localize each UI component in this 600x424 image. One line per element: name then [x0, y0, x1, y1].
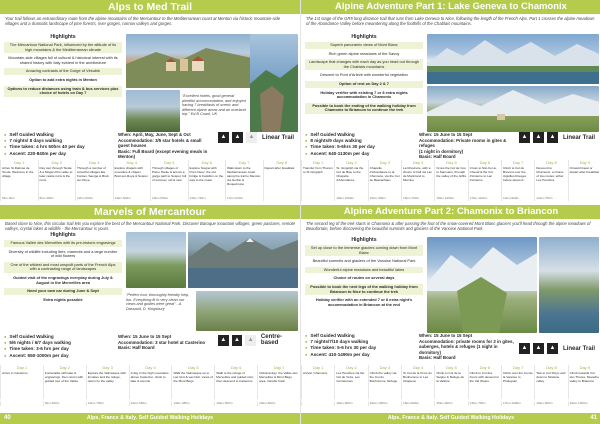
day-desc: Through a number of colourful villages like Fontan, Saorge & Breil-sur-Roya	[75, 166, 113, 196]
day-label: Day 6	[468, 365, 501, 371]
day-desc: Climb towards Col des Thures, Névache valley to Briancon	[568, 371, 600, 399]
day-label: Day 3	[368, 365, 401, 371]
section-marvels-of-mercantour	[0, 205, 300, 411]
day-desc: Chapelle d'Abondance to la Chèvrerie, via the Col de Bassachaux	[368, 166, 401, 196]
section-title: Alpine Adventure Part 1: Lake Geneva to Chamonix	[301, 0, 600, 14]
day-desc: Descend to Chamonix, a choice of two routes: either Les Houches	[534, 166, 567, 196]
day-label: Day 4	[129, 365, 172, 371]
grade-icon: ▲	[519, 132, 530, 143]
day-meta: 16km,1000m	[568, 401, 600, 406]
section-title: Marvels of Mercantour	[0, 205, 300, 219]
section-alps-to-med	[0, 0, 300, 203]
itinerary-meta	[301, 401, 600, 406]
day-meta	[301, 401, 334, 406]
section-title: Alpine Adventure Part 2: Chamonix to Briancon	[301, 205, 600, 219]
fact-item: ● Time taken: 5-6hrs 30 per day	[305, 144, 417, 150]
day-meta: 13km,740m	[188, 196, 226, 201]
itinerary-descriptions	[301, 166, 600, 196]
itinerary-descriptions	[0, 166, 300, 196]
section-intro: The second leg of the trek starts in Chamonix & after passing the foot of the snow-covered Mont Blanc glaciers you'll head through the alpine meadows of Beaufortain, before discovering the beautiful summits and glaciers of the Vanoise National Park.	[306, 221, 591, 232]
day-label: Day 6	[188, 160, 226, 166]
day-desc: Taxi to Col Pelyo and down to Modane valley	[534, 371, 567, 399]
day-label: Day 3	[368, 160, 401, 166]
highlight-item: Option of rest on Day 2 & 7	[305, 81, 423, 88]
when-line: When: 15 June to 15 Sept	[419, 333, 473, 338]
when-line: Accommodation: private rooms for 2 in gites, auberges, hotels & refuges (1 night in dormitory)	[419, 338, 514, 355]
day-meta: 13km,700m	[468, 401, 501, 406]
trip-when	[419, 132, 514, 160]
day-desc: St. Gingolph via the Col de Bise to the Chapelle d'Abondance	[334, 166, 367, 196]
day-meta: 12km,750m	[534, 196, 567, 201]
highlight-item: Diversity of wildlife including ibex, marmots and a large number of wild flowers	[8, 248, 118, 259]
page-footer	[301, 413, 600, 424]
day-label: Day 7	[225, 160, 263, 166]
highlight-item: Rich green alpine meadows of the Savoy	[328, 50, 400, 56]
fact-item: ● Ascent: 220-840m per day	[4, 151, 116, 157]
day-desc: A day in the high mountains above Casterino, climb to lake & summit	[129, 371, 172, 399]
day-meta: 8km,400m	[38, 196, 76, 201]
day-desc: Through villages of Piene Haute & across a gorge path to Sospel, full of summer, old & new	[150, 166, 188, 196]
day-meta: 16km,500m	[214, 401, 257, 406]
day-label: Day 7	[501, 160, 534, 166]
coast-photo	[250, 34, 298, 132]
mountain-lake-photo	[539, 237, 599, 333]
grade-icon: ▲	[246, 132, 257, 143]
day-label: Day 1	[301, 160, 334, 166]
day-label: Day 8	[263, 160, 301, 166]
day-desc: Depart after breakfast	[263, 166, 301, 196]
day-meta: 17km,540m	[225, 196, 263, 201]
day-meta: 9km,400m	[43, 401, 86, 406]
day-meta: 16km,700m	[401, 196, 434, 201]
highlight-item: Need your own car during June & Sept	[4, 288, 122, 295]
fact-item: ● Self Guided Walking	[305, 333, 417, 339]
day-label: Day 3	[75, 160, 113, 166]
day-label: Day 5	[434, 160, 467, 166]
fact-item: ● Ascent: 410-1490m per day	[305, 352, 417, 358]
when-line: (1 night in dormitory)	[419, 148, 464, 154]
day-desc: Walk down to the Mediterranean coast along the trail to Menton, via Gorbio & Roquebrune	[225, 166, 263, 196]
trip-type-label: Linear Trail	[262, 134, 295, 141]
day-desc: Climb the valley via the Col du Bonhomme, Refuge	[368, 371, 401, 399]
trip-type	[519, 132, 599, 143]
hikers-photo	[196, 291, 298, 331]
day-meta: 12km,760m	[86, 401, 129, 406]
day-meta: 16km,800m	[257, 401, 300, 406]
day-label: Day 2	[334, 160, 367, 166]
day-meta: 16km,800m	[334, 401, 367, 406]
section-title: Alps to Med Trail	[0, 0, 300, 14]
fact-item: ● 7 nights/ 8 days walking	[4, 138, 116, 144]
village-photo	[126, 34, 252, 88]
highlights-box	[4, 34, 122, 99]
day-meta: 16km,900m	[534, 401, 567, 406]
when-line: Basis: Half Board	[419, 355, 456, 361]
alpine-meadow-photo	[427, 86, 599, 132]
trip-facts	[305, 333, 417, 358]
grade-icon: ▲	[232, 335, 243, 346]
day-meta: 16km,800m	[401, 401, 434, 406]
day-meta: 14km,600m	[113, 196, 151, 201]
day-label: Day 1	[0, 160, 38, 166]
grade-icon: ▲	[218, 335, 229, 346]
itinerary-descriptions	[301, 371, 600, 399]
day-meta: 12km,900m	[501, 196, 534, 201]
customer-quote: "Perfect tour, thoroughly friendly help, fun. Everything fit in very clean our views and guides were great" - A. Dassault, D. Kingsbury	[126, 293, 190, 311]
fact-item: ● Ascent: 550-1000m per day	[4, 353, 116, 359]
day-label: Day 1	[0, 365, 43, 371]
page-footer	[0, 413, 300, 424]
trip-facts	[4, 334, 116, 359]
section-intro: Based close to Nice, this circular trail lets you explore the best of the Mercantour National Park. Discover Baroque mountain villages, green pastures, remote valleys, crystal lakes & wildlife - the Mercantour is yours.	[5, 221, 296, 231]
page-number: 40	[4, 415, 11, 421]
day-meta	[568, 196, 600, 201]
when-line: Basis: Half Board	[118, 345, 155, 351]
highlight-item: Guided visit of the engravings everyday during July & August in the Merveilles area	[13, 274, 113, 285]
day-label: Day 6	[214, 365, 257, 371]
trip-when	[419, 333, 514, 361]
highlights-box	[4, 232, 122, 305]
day-desc: Cross the Col de Cou to Samoëns, through the valley of the Giffre	[434, 166, 467, 196]
fact-item: ● Self Guided Walking	[305, 132, 417, 138]
grade-icon: ▲	[533, 132, 544, 143]
section-alpine-adventure-part-2	[301, 205, 600, 411]
day-meta	[263, 196, 301, 201]
highlight-item: Holiday verifier with existing 7 or 8 extra nights accommodation in Chamonix	[320, 89, 408, 100]
highlight-item: One of the wildest and most unspoilt parts of the French Alps with a contrasting range of landscapes	[4, 262, 122, 273]
day-desc: Walk to the refuge of Merveilles and guided visit, then descend to Casterino	[214, 371, 257, 399]
day-meta: 13km,480m	[171, 401, 214, 406]
day-label: Day 7	[257, 365, 300, 371]
day-label: Day 2	[43, 365, 86, 371]
fact-item: ● 5/6 nights / 6/7 days walking	[4, 340, 116, 346]
when-line: Accommodation: 3/5 star hotels & small guest houses	[118, 137, 202, 149]
day-meta	[0, 401, 43, 406]
highlights-box	[305, 237, 423, 310]
highlights-heading: Highlights	[50, 232, 76, 238]
page-number: 41	[590, 415, 597, 421]
itinerary-descriptions	[0, 371, 300, 399]
day-meta: 17km,1100m	[468, 196, 501, 201]
grade-icon: ▲	[519, 343, 530, 354]
fact-item: ● Time taken: 3-6 hrs per day	[4, 346, 116, 352]
highlight-item: Choice of routes on several days	[333, 275, 395, 281]
day-label: Day 4	[113, 160, 151, 166]
day-desc: Optional day: the Vallée des Merveilles & Mont Bégo area, transfer back	[257, 371, 300, 399]
day-label: Day 2	[334, 365, 367, 371]
highlight-item: Set up close to the immense glaciers coming down from Mont Blanc	[305, 245, 423, 256]
day-meta: 18km,1000m	[434, 196, 467, 201]
day-desc: Climb to Col de la Seigne & Refuge de la Valloire	[434, 371, 467, 399]
highlight-item: Extra nights possible	[43, 296, 83, 302]
highlight-item: Option to add extra nights in Menton	[29, 76, 97, 82]
itinerary-meta	[0, 196, 300, 201]
day-label: Day 7	[501, 365, 534, 371]
right-page	[300, 0, 600, 424]
day-meta: 12km,660m	[129, 401, 172, 406]
highlight-item: Wonderful alpine meadows and beautiful lakes	[305, 267, 423, 274]
day-desc: Onward travel or depart after breakfast	[568, 166, 600, 196]
trip-when	[118, 334, 213, 351]
day-label: Day 9	[568, 160, 600, 166]
grade-icon: ▲	[245, 335, 256, 346]
day-meta	[301, 196, 334, 201]
when-line: When: April, May, June, Sept & Oct	[118, 132, 191, 137]
day-label: Day 4	[401, 160, 434, 166]
trip-when	[118, 132, 213, 160]
fact-item: ● Self Guided Walking	[4, 334, 116, 340]
day-desc: Explore Sospel with Pont-Vieux, the old bridge & Castillon on the way to the coast	[188, 166, 226, 196]
trip-type-label: Centre-based	[260, 334, 282, 346]
valley-photo	[126, 90, 180, 132]
day-meta: 17km,1000m	[501, 401, 534, 406]
highlight-item: Landscape that changes with each day as you head out through the Chablais mountains	[305, 59, 423, 70]
day-label: Day 9	[568, 365, 600, 371]
day-label: Day 4	[401, 365, 434, 371]
day-desc: Day tour through Tende & a Mogan Prov alike to later castle ruins & the ruins	[38, 166, 76, 196]
fact-item: ● Ascent: 640-1130m per day	[305, 151, 417, 157]
fact-item: ● Time taken: 4 hrs 50hrs 40 per day	[4, 144, 116, 150]
grade-icon: ▲	[533, 343, 544, 354]
trip-type	[218, 132, 298, 143]
day-meta: 12km,500m	[75, 196, 113, 201]
day-label: Day 3	[86, 365, 129, 371]
day-desc: Explore chapels with evocative & chapel. Breil-sur-Roya & Sospel	[113, 166, 151, 196]
section-intro: The 1st stage of the GR5 long distance trail that runs from Lake Geneva to Nice, following the length of the French Alps. Part 1 crosses the alpine meadows of the Abondance Valley before meandering along the foothills of the Chablais mountains.	[306, 16, 595, 27]
meadow-photo	[126, 232, 186, 288]
highlight-item: Mountain-side villages full of cultural & historical interest with its shared history with Italy evident in the architecture	[8, 55, 118, 65]
highlight-item: Superb panoramic views of Mont Blanc	[305, 42, 423, 49]
fact-item: ● Time taken: 5-6 hrs 30 per day	[305, 345, 417, 351]
day-desc: Transfer from Thonon to St Gingolph	[301, 166, 334, 196]
when-line: When: 15 June to 15 Sept	[419, 132, 473, 137]
highlights-heading: Highlights	[351, 34, 377, 40]
grade-icon: ▲	[218, 132, 229, 143]
day-desc: Les Houches via the Col de Voza, Les Contamines	[334, 371, 367, 399]
when-line: Accommodation: 3 star hotel at Casterino	[118, 339, 206, 345]
section-alpine-adventure-part-1	[301, 0, 600, 203]
when-line: Basic: Full Board (except evening meals in Menton)	[118, 148, 208, 160]
highlight-item: Possible to book the next legs of the walking holiday from Briancon to Nice to continue the trek	[305, 284, 423, 295]
highlights-heading: Highlights	[50, 34, 76, 40]
highlight-item: Options to reduce distances using train & bus services plus choice of hotels on Day 7	[4, 86, 122, 97]
highlight-item: Beautiful summits and glaciers of the Vanoise National Park	[312, 258, 416, 264]
highlight-item: Famous Vallée des Merveilles with its pre-historic engravings	[4, 240, 122, 247]
day-desc: Cross to Sixt-Fer-à-Cheval & the Col d'Anterne to Lac d'Anterne	[468, 166, 501, 196]
day-desc: Climb to Col des Fours with descent to the Val d'Isère	[468, 371, 501, 399]
day-desc: To Col de la Croix du Bonhomme to Les Chapieux	[401, 371, 434, 399]
section-intro: Your trail follows an extraordinary route from the alpine mountains of the Mercantour to the Mediterranean coast at Menton via historic mountain-side villages and a dramatic landscape of pine forests, river gorges, narrow valleys and gorges.	[5, 16, 281, 27]
highlight-item: Holiday verifier with an extended 7 or 8 extra night's accommodation in Briancon at the end	[315, 297, 413, 307]
day-label: Day 5	[434, 365, 467, 371]
itinerary-meta	[0, 401, 300, 406]
day-desc: Arrive in Casterino	[0, 371, 43, 399]
footer-text: Alps, France & Italy. Self Guided Walking Holidays	[387, 415, 515, 421]
day-meta: 18km,1000m	[334, 196, 367, 201]
glacier-photo	[427, 237, 537, 333]
lake-photo	[188, 232, 298, 288]
fact-item: ● 7 nights/7/10 days walking	[305, 339, 417, 345]
day-desc: Walk the Valmasque up to Lac Vert & Lac Noir, views of the Mont Bégo	[171, 371, 214, 399]
day-desc: Climb over the Col de la Vanoise to Pralognan	[501, 371, 534, 399]
grade-icon: ▲	[547, 132, 558, 143]
trip-type	[519, 343, 599, 354]
fact-item: ● Self Guided Walking	[4, 132, 116, 138]
footer-text: Alps, France & Italy. Self Guided Walking Holidays	[86, 415, 214, 421]
grade-icon: ▲	[547, 343, 558, 354]
highlight-item: Possible to book the ending of the walking holiday from Chamonix to Briancon to continue the trek	[305, 103, 423, 114]
highlights-box	[305, 34, 423, 116]
day-meta: 15km,560m	[150, 196, 188, 201]
when-line: When: 15 June to 15 Sept	[118, 334, 172, 339]
day-desc: Arrival, Chamonix	[301, 371, 334, 399]
day-label: Day 2	[38, 160, 76, 166]
when-line: Basis: Half Board	[419, 154, 456, 160]
highlight-item: Amazing contrasts of the Gorge of Vésubie	[4, 68, 122, 75]
when-line: Accommodation: Private rooms in gites & refuges	[419, 137, 507, 149]
trip-type	[218, 334, 298, 346]
day-label: Day 6	[468, 160, 501, 166]
trip-type-label: Linear Trail	[563, 134, 596, 141]
fact-item: ● 8 nights/9 days walking	[305, 138, 417, 144]
day-label: Day 1	[301, 365, 334, 371]
highlight-item: Descent to Pont d'Arlevé with wonderful vegetation	[320, 72, 408, 78]
day-desc: Explore the Valmasque with its lakes and the refuge, return by the valley	[86, 371, 129, 399]
customer-quote: "Excellent hotels, good general plentiful accommodation, and enjoyed having 7 breakfasts of scenic and different alpine areas and an overland trip." Ed B Cowd, UK	[182, 94, 246, 116]
trip-type-label: Linear Trail	[563, 345, 596, 352]
highlight-item: The Mercantour National Park, influenced by the altitude of its high mountains & the Mediterranean climate	[4, 42, 122, 53]
day-desc: Arrive St Dalmas de Tende. Welcome in the village	[0, 166, 38, 196]
day-meta: 16km,1300m	[368, 401, 401, 406]
grade-icon: ▲	[232, 132, 243, 143]
day-desc: Fontanalbe with lake & engravings, then return with guided tour of the Vallée	[43, 371, 86, 399]
day-meta: 15km,900m	[368, 196, 401, 201]
itinerary-meta	[301, 196, 600, 201]
mont-blanc-lake-photo	[427, 34, 599, 84]
day-label: Day 5	[150, 160, 188, 166]
trip-facts	[4, 132, 116, 157]
day-label: Day 8	[534, 365, 567, 371]
trip-facts	[305, 132, 417, 157]
day-desc: Climb to Col du Brévent over the Aiguilles Rouges before descent	[501, 166, 534, 196]
highlights-heading: Highlights	[351, 237, 377, 243]
day-desc: La Chèvrerie, with a choice of trail via Lac de Montriond to Morzine	[401, 166, 434, 196]
day-label: Day 5	[171, 365, 214, 371]
day-meta: 5km,40m	[0, 196, 38, 201]
day-meta: 15km,900m	[434, 401, 467, 406]
day-label: Day 8	[534, 160, 567, 166]
